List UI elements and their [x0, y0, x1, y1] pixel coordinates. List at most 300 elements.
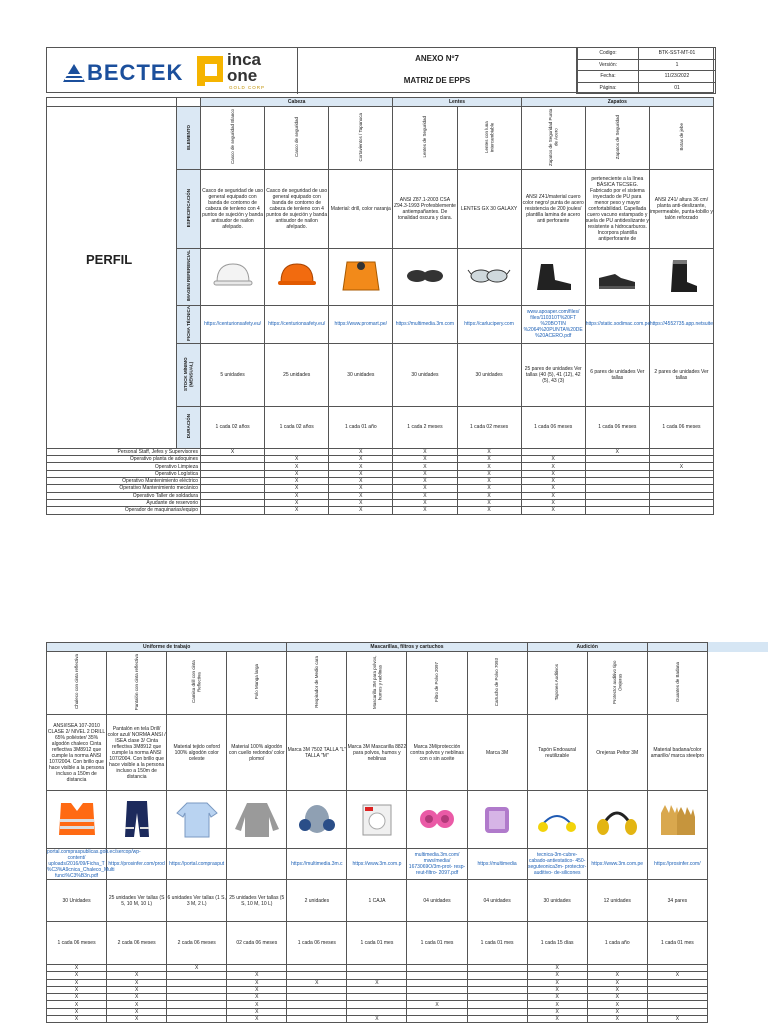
- meta-label: Versión:: [578, 59, 639, 71]
- perfil-mark: X: [47, 1001, 107, 1008]
- spec-cell: LENTES GX 30 GALAXY: [457, 170, 521, 249]
- elemento-label-text: ELEMENTO: [185, 124, 191, 150]
- perfil-mark: X: [521, 478, 585, 485]
- epp-matrix-section-1: [46, 97, 714, 515]
- elemento-text: Camisa drill con cinta Reflectiva: [191, 660, 202, 704]
- image-cell: [527, 791, 587, 849]
- meta-row: [578, 71, 716, 83]
- perfil-row: [47, 448, 714, 455]
- spec-cell: ANSI Z41/ altura 36 cm/ planta anti-deslizante, impermeable, punta-tobillo y talón reforzado: [649, 170, 713, 249]
- perfil-mark: [287, 972, 347, 979]
- ficha-link-text[interactable]: https://portal.comprasput: [169, 861, 225, 867]
- spec-cell: Casco de seguridad de uso general equipado con banda de contorno de cabeza de tenleno con 4 puntos de sujeción y banda antisudor de nailon afelpado.: [201, 170, 265, 249]
- perfil-mark: [167, 979, 227, 986]
- duracion-cell: 1 cada 02 años: [265, 406, 329, 448]
- perfil-mark: [265, 448, 329, 455]
- perfil-mark: X: [107, 986, 167, 993]
- ficha-link-text[interactable]: https://prosinfer.com/: [654, 861, 701, 867]
- stock-cell: 30 unidades: [393, 343, 457, 406]
- duracion-cell: 1 cada 01 mes: [407, 922, 467, 965]
- perfil-mark: X: [107, 1016, 167, 1023]
- spec-cell: perteneciente a la línea BÁSICA TECSEG. Fabricado por el sistema inyectado de PU para menor peso y mayor confortabilidad. Capellada cuero vacuno estampado y suela de PU antideslizante y resistente a hidrocarburos. Incorpora plantilla antiperforante de: [585, 170, 649, 249]
- perfil-mark: [287, 1008, 347, 1015]
- elemento-cell: [227, 652, 287, 715]
- duracion-cell: 1 cada 06 meses: [47, 922, 107, 965]
- ficha-link[interactable]: [393, 306, 457, 344]
- image-cell: [467, 791, 527, 849]
- image-cell: [521, 249, 585, 306]
- stock-row: [47, 880, 708, 922]
- elemento-text: Casco de seguridad Blanco: [229, 109, 235, 165]
- elemento-text: Pantalón con cinta reflectiva: [133, 653, 139, 711]
- perfil-row: [47, 972, 708, 979]
- elemento-cell: [467, 652, 527, 715]
- perfil-mark: X: [587, 1008, 647, 1015]
- perfil-mark: [201, 470, 265, 477]
- perfil-mark: [167, 986, 227, 993]
- image-cell: [47, 791, 107, 849]
- ficha-link-text[interactable]: https://multimedia.3m.com: [395, 321, 455, 328]
- elemento-cell: [47, 652, 107, 715]
- ficha-link[interactable]: [347, 849, 407, 880]
- elemento-cell: [107, 652, 167, 715]
- ficha-link-text[interactable]: https://www.3m.com.pe: [591, 861, 644, 867]
- corner-cell: [47, 98, 177, 107]
- perfil-mark: [287, 1016, 347, 1023]
- elemento-cell: [201, 107, 265, 170]
- perfil-mark: X: [457, 485, 521, 492]
- meta-label: Página:: [578, 82, 639, 94]
- ficha-row: [47, 849, 708, 880]
- duracion-cell: 1 cada 06 meses: [649, 406, 713, 448]
- ficha-link[interactable]: [527, 849, 587, 880]
- spec-cell: Orejeras Peltor 3M: [587, 715, 647, 791]
- ficha-link-text[interactable]: https://multimedia.3m.c: [291, 861, 343, 867]
- perfil-mark: [167, 994, 227, 1001]
- perfil-mark: X: [527, 986, 587, 993]
- perfil-mark: [107, 965, 167, 972]
- elemento-cell: [287, 652, 347, 715]
- ficha-link-text[interactable]: https://www.promart.pe/: [334, 321, 388, 328]
- perfil-mark: X: [457, 448, 521, 455]
- ficha-link[interactable]: [407, 849, 467, 880]
- perfil-mark: X: [265, 478, 329, 485]
- elemento-cell: [393, 107, 457, 170]
- perfil-cell: [47, 107, 177, 449]
- elemento-cell: [167, 652, 227, 715]
- image-cell: [457, 249, 521, 306]
- perfil-mark: [649, 478, 713, 485]
- elemento-cell: [527, 652, 587, 715]
- bectek-logo-icon: [61, 60, 87, 86]
- perfil-mark: [201, 463, 265, 470]
- image-cell: [347, 791, 407, 849]
- image-cell: [265, 249, 329, 306]
- perfil-mark: X: [587, 986, 647, 993]
- perfil-mark: X: [521, 485, 585, 492]
- spec-cell: Tapón Endoaural reutilizable: [527, 715, 587, 791]
- perfil-mark: X: [265, 507, 329, 514]
- perfil-mark: X: [457, 507, 521, 514]
- perfil-mark: [407, 1008, 467, 1015]
- perfil-mark: X: [457, 492, 521, 499]
- ficha-link-text[interactable]: https://centurionsafety.eu/: [204, 321, 261, 328]
- perfil-mark: [649, 470, 713, 477]
- perfil-mark: [407, 972, 467, 979]
- perfil-row: [47, 485, 714, 492]
- duracion-cell: 2 cada 06 meses: [167, 922, 227, 965]
- perfil-mark: X: [329, 470, 393, 477]
- perfil-mark: [287, 1001, 347, 1008]
- group-header-row: [47, 98, 714, 107]
- stock-cell: 30 unidades: [329, 343, 393, 406]
- perfil-row: [47, 994, 708, 1001]
- stock-cell: 6 pares de unidades Ver tallas: [585, 343, 649, 406]
- ficha-link: [227, 849, 287, 880]
- page-title: MATRIZ DE EPPS: [403, 76, 471, 85]
- meta-row: [578, 59, 716, 71]
- steel-toe-boot-icon: [531, 256, 575, 298]
- orange-hard-hat-icon: [275, 256, 319, 298]
- perfil-mark: [585, 470, 649, 477]
- perfil-mark: [227, 965, 287, 972]
- perfil-row: [47, 456, 714, 463]
- perfil-mark: [649, 485, 713, 492]
- perfil-mark: [647, 979, 707, 986]
- ficha-link-text[interactable]: https://4552735.app.netsuite: [649, 321, 713, 328]
- elemento-label: [177, 107, 201, 170]
- group-header: Lentes: [393, 98, 521, 107]
- ficha-link-text[interactable]: https://multimedia: [477, 861, 517, 867]
- duracion-cell: 2 cada 06 meses: [107, 922, 167, 965]
- perfil-mark: [467, 994, 527, 1001]
- image-cell: [649, 249, 713, 306]
- stock-cell: 30 unidades: [527, 880, 587, 922]
- perfil-mark: X: [265, 470, 329, 477]
- perfil-mark: X: [107, 972, 167, 979]
- ficha-link-text[interactable]: portal.compraspublicas.gob.ec/sercop/wp-content/ uploads/2016/09/Ficha_T %C3%A9cnica_Chaleco_Multi funci%C3%B3n.pdf: [47, 849, 141, 879]
- perfil-mark: [287, 965, 347, 972]
- perfil-mark: X: [527, 1001, 587, 1008]
- perfil-mark: X: [329, 478, 393, 485]
- ficha-link[interactable]: [167, 849, 227, 880]
- perfil-mark: X: [47, 965, 107, 972]
- image-cell: [287, 791, 347, 849]
- duracion-label: [177, 406, 201, 448]
- perfil-row: [47, 1008, 708, 1015]
- perfil-mark: [585, 485, 649, 492]
- perfil-mark: X: [521, 492, 585, 499]
- perfil-mark: [201, 485, 265, 492]
- ficha-link-text[interactable]: https://prosinfer.com/prod: [108, 861, 165, 867]
- group-header: [647, 643, 707, 652]
- elemento-cell: [521, 107, 585, 170]
- group-header: Zapatos: [521, 98, 713, 107]
- spec-cell: Material 100% algodón con cuello redondo/ color plomo/: [227, 715, 287, 791]
- spec-cell: Material: drill, color naranja: [329, 170, 393, 249]
- spec-cell: ANSI Z41/material cuero color negro/ punta de acero resistencia de 200 joules/ plantilla lamina de acero anti perforante: [521, 170, 585, 249]
- stock-cell: 04 unidades: [407, 880, 467, 922]
- perfil-mark: X: [287, 979, 347, 986]
- imagen-label-text: IMAGEN REFERENCIAL: [185, 250, 191, 302]
- perfil-mark: [649, 507, 713, 514]
- ficha-link[interactable]: [585, 306, 649, 344]
- elemento-text: Botas de jebe: [678, 123, 684, 151]
- perfil-mark: X: [329, 507, 393, 514]
- especificacion-label: [177, 170, 201, 249]
- stock-cell: 5 unidades: [201, 343, 265, 406]
- duracion-cell: 02 cada 06 meses: [227, 922, 287, 965]
- reflective-vest-icon: [55, 799, 99, 841]
- perfil-mark: X: [527, 1016, 587, 1023]
- elemento-cell: [585, 107, 649, 170]
- elemento-text: Cortavientos / Tapanuca: [358, 112, 364, 162]
- elemento-cell: [649, 107, 713, 170]
- perfil-mark: X: [329, 485, 393, 492]
- selection-highlight: [708, 642, 768, 652]
- perfil-mark: X: [647, 972, 707, 979]
- perfil-row: [47, 965, 708, 972]
- perfil-mark: [201, 507, 265, 514]
- perfil-row: [47, 470, 714, 477]
- header-block: [46, 47, 714, 93]
- stock-cell: 12 unidades: [587, 880, 647, 922]
- perfil-mark: [347, 986, 407, 993]
- ficha-link[interactable]: [649, 306, 713, 344]
- perfil-mark: X: [107, 979, 167, 986]
- perfil-row: [47, 478, 714, 485]
- ear-muffs-icon: [595, 799, 639, 841]
- elemento-text: Lentes de Seguridad: [422, 116, 428, 158]
- ficha-link[interactable]: [467, 849, 527, 880]
- stock-cell: 2 pares de unidades Ver tallas: [649, 343, 713, 406]
- perfil-mark: X: [393, 463, 457, 470]
- perfil-mark: [647, 1001, 707, 1008]
- perfil-row: [47, 499, 714, 506]
- image-cell: [227, 791, 287, 849]
- perfil-row: [47, 1016, 708, 1023]
- perfil-mark: [585, 499, 649, 506]
- perfil-mark: X: [393, 485, 457, 492]
- perfil-mark: [585, 507, 649, 514]
- perfil-mark: [201, 499, 265, 506]
- elemento-text: Chaleco con cinta reflectiva: [73, 654, 79, 710]
- perfil-mark: X: [521, 456, 585, 463]
- meta-value: 1: [639, 59, 716, 71]
- perfil-mark: X: [393, 448, 457, 455]
- stock-cell: 30 Unidades: [47, 880, 107, 922]
- ficha-link[interactable]: [457, 306, 521, 344]
- meta-value: 01: [639, 82, 716, 94]
- ficha-link[interactable]: [647, 849, 707, 880]
- clear-safety-glasses-icon: [467, 256, 511, 298]
- perfil-name: Operador de maquinarias/equipo: [47, 507, 201, 514]
- perfil-mark: X: [107, 1001, 167, 1008]
- perfil-name: Operativo planta de adoquines: [47, 456, 201, 463]
- stock-cell: 1 CAJA: [347, 880, 407, 922]
- elemento-cell: [347, 652, 407, 715]
- perfil-mark: [407, 994, 467, 1001]
- stock-cell: 04 unidades: [467, 880, 527, 922]
- especificacion-row: [47, 715, 708, 791]
- ficha-link-text[interactable]: https://static.sodimac.com.pe: [585, 321, 651, 328]
- perfil-mark: X: [329, 499, 393, 506]
- perfil-mark: X: [265, 463, 329, 470]
- image-cell: [201, 249, 265, 306]
- perfil-mark: [647, 965, 707, 972]
- ficha-link-text[interactable]: https://carlucipery.com: [464, 321, 514, 328]
- perfil-mark: X: [521, 507, 585, 514]
- stock-cell: 2 unidades: [287, 880, 347, 922]
- perfil-mark: [287, 994, 347, 1001]
- perfil-mark: X: [457, 456, 521, 463]
- perfil-mark: [649, 492, 713, 499]
- perfil-mark: [347, 994, 407, 1001]
- spec-cell: Pantalón en tela Drill/ color azul/ NORMA ANSI / ISEA clase 3/ Cinta reflectiva 3M8912 que cumple la norma ANSI 107/2004. Con brillo que hace visible a la persona incluso a 150m de distancia: [107, 715, 167, 791]
- ficha-link-text[interactable]: https://centurionsafety.eu/: [268, 321, 326, 328]
- duracion-cell: 1 cada 01 mes: [647, 922, 707, 965]
- perfil-name: Ayudante de reservorio: [47, 499, 201, 506]
- duracion-row: [47, 922, 708, 965]
- ficha-label: [177, 306, 201, 344]
- ficha-link[interactable]: [329, 306, 393, 344]
- elemento-text: Protector auditivo tipo Orejeras: [611, 660, 623, 704]
- perfil-name: Operativo Mantenimiento eléctrico: [47, 478, 201, 485]
- perfil-mark: X: [587, 972, 647, 979]
- perfil-mark: X: [329, 448, 393, 455]
- perfil-mark: [167, 1001, 227, 1008]
- perfil-mark: X: [227, 994, 287, 1001]
- perfil-mark: [407, 965, 467, 972]
- perfil-mark: [347, 1008, 407, 1015]
- perfil-mark: X: [649, 463, 713, 470]
- dark-safety-glasses-icon: [403, 256, 447, 298]
- blue-shirt-icon: [175, 799, 219, 841]
- perfil-mark: [649, 456, 713, 463]
- group-header: Mascarillas, filtros y cartuchos: [287, 643, 527, 652]
- ficha-link[interactable]: [265, 306, 329, 344]
- ficha-link-text[interactable]: www.apoaper.com/files/ files/110310T%20FT %20BOTIN %2064%20PUNTA%20DE %20ACERO.pdf: [523, 309, 583, 340]
- elemento-row: [47, 652, 708, 715]
- perfil-mark: X: [227, 1016, 287, 1023]
- elemento-text: Respirador de Medio cara: [314, 656, 320, 708]
- perfil-mark: [347, 1001, 407, 1008]
- ficha-link-text[interactable]: https://www.3m.com.p: [352, 861, 402, 867]
- duracion-cell: 1 cada 02 años: [201, 406, 265, 448]
- meta-row: [578, 82, 716, 94]
- leather-gloves-icon: [655, 799, 699, 841]
- perfil-mark: X: [347, 979, 407, 986]
- elemento-text: Polo Manga larga: [254, 664, 260, 700]
- navy-trousers-icon: [115, 799, 159, 841]
- elemento-cell: [647, 652, 707, 715]
- mask-box-icon: [355, 799, 399, 841]
- elemento-text: Guantes de Badana: [674, 661, 680, 703]
- spec-cell: Marca 3M/protección contra polvos y neblinas con o sin aceite: [407, 715, 467, 791]
- perfil-mark: [467, 1016, 527, 1023]
- perfil-mark: [407, 986, 467, 993]
- ficha-link-text[interactable]: multimedia.3m.com/ mws/media/ 1673069O/3m-prot- resp-reut-filtro- 2097.pdf: [408, 852, 466, 876]
- perfil-mark: X: [527, 972, 587, 979]
- elemento-text: Mascarilla 3M para polvos, humos y neblinas: [371, 655, 382, 709]
- white-hard-hat-icon: [211, 256, 255, 298]
- ficha-link[interactable]: [521, 306, 585, 344]
- perfil-mark: X: [329, 463, 393, 470]
- duracion-label-text: DURACIÓN: [185, 414, 191, 439]
- imagen-label: [177, 249, 201, 306]
- group-header: Uniforme de trabajo: [47, 643, 287, 652]
- perfil-name: Operativo Limpieza: [47, 463, 201, 470]
- duracion-cell: 1 cada 06 meses: [287, 922, 347, 965]
- image-cell: [585, 249, 649, 306]
- stock-cell: 6 unidades Ver tallas (1 S, 3 M, 2 L): [167, 880, 227, 922]
- group-header: Audición: [527, 643, 647, 652]
- safety-shoe-icon: [595, 256, 639, 298]
- grey-long-sleeve-icon: [235, 799, 279, 841]
- ficha-link[interactable]: [287, 849, 347, 880]
- ficha-link-text[interactable]: tecnica-3m-cubre- cabado-antiestatico- 450-seguteonica3m- protector-auditivo- de-silicones: [527, 852, 587, 876]
- perfil-mark: X: [527, 1008, 587, 1015]
- imagen-row: [47, 791, 708, 849]
- stock-cell: 25 pares de unidades Ver tallas (40 (5), 41 (12), 42 (5), 43 (3): [521, 343, 585, 406]
- perfil-mark: [167, 1016, 227, 1023]
- perfil-mark: [647, 994, 707, 1001]
- spec-cell: Material tejido oxford 100% algodón color celeste: [167, 715, 227, 791]
- duracion-cell: 1 cada 01 mes: [347, 922, 407, 965]
- ficha-link[interactable]: [201, 306, 265, 344]
- perfil-mark: X: [107, 1008, 167, 1015]
- perfil-name: Operativo Taller de soldadura: [47, 492, 201, 499]
- ear-plugs-icon: [535, 799, 579, 841]
- elemento-cell: [329, 107, 393, 170]
- perfil-mark: [649, 499, 713, 506]
- perfil-mark: [201, 478, 265, 485]
- perfil-mark: [587, 965, 647, 972]
- image-cell: [107, 791, 167, 849]
- perfil-mark: X: [457, 499, 521, 506]
- perfil-row: [47, 986, 708, 993]
- perfil-mark: [467, 1001, 527, 1008]
- perfil-mark: X: [347, 1016, 407, 1023]
- ficha-link[interactable]: [587, 849, 647, 880]
- perfil-mark: X: [265, 499, 329, 506]
- perfil-mark: [201, 456, 265, 463]
- perfil-mark: [467, 965, 527, 972]
- spec-cell: ANSI/ISEA 107-2010 CLASE 2/ NIVEL 2 DRILL 65% poliéster/ 35% algodón chaleco Cinta reflectiva 3M8912 que cumple la norma ANSI 107/2004. Con brillo que hace visible a la persona incluso a 150m de distancia: [47, 715, 107, 791]
- elemento-text: Zapatos de Seguridad Punta de Acero: [547, 108, 559, 166]
- perfil-mark: X: [587, 979, 647, 986]
- elemento-row: [47, 107, 714, 170]
- perfil-mark: X: [521, 470, 585, 477]
- image-cell: [167, 791, 227, 849]
- perfil-mark: X: [265, 456, 329, 463]
- inca-one-logo: [195, 52, 285, 92]
- image-cell: [587, 791, 647, 849]
- perfil-mark: X: [47, 972, 107, 979]
- perfil-name: Personal Staff, Jefes y Supervisores: [47, 448, 201, 455]
- meta-label: Fecha:: [578, 71, 639, 83]
- perfil-mark: X: [527, 994, 587, 1001]
- perfil-mark: X: [587, 1016, 647, 1023]
- perfil-mark: [201, 492, 265, 499]
- duracion-cell: 1 cada 01 mes: [467, 922, 527, 965]
- perfil-mark: [467, 986, 527, 993]
- purple-cartridge-icon: [475, 799, 519, 841]
- perfil-row: [47, 507, 714, 514]
- spec-cell: Marca 3M Mascarilla 8822 para polvos, humos y neblinas: [347, 715, 407, 791]
- perfil-mark: X: [329, 456, 393, 463]
- spec-cell: Marca 3M: [467, 715, 527, 791]
